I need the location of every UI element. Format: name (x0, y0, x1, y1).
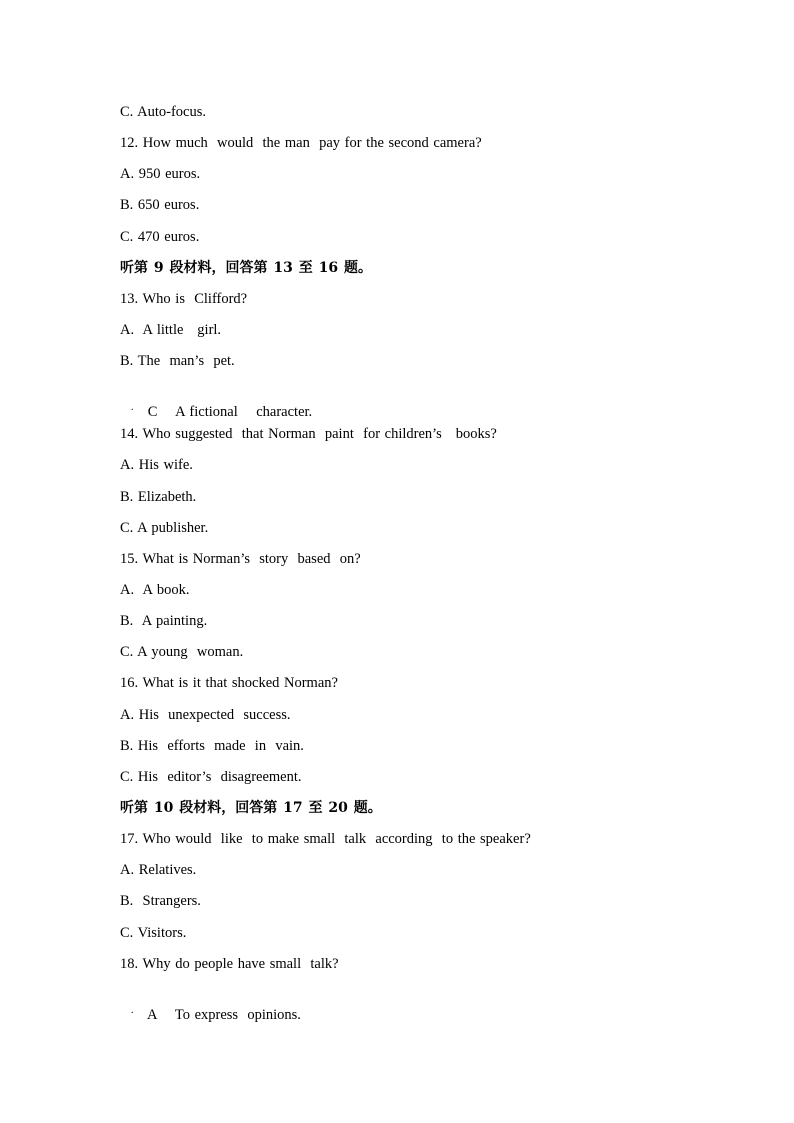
option-11c: C. Auto-focus. (120, 104, 206, 120)
question-16: 16. What is it that shocked Norman? (120, 675, 338, 692)
option-14c: C. A publisher. (120, 519, 209, 536)
option-15c: C. A young woman. (120, 644, 244, 661)
option-16b: B. His efforts made in vain. (120, 737, 304, 754)
option-14a: A. His wife. (120, 457, 193, 474)
question-15: 15. What is Norman’s story based on? (120, 550, 361, 567)
option-12a: A. 950 euros. (120, 166, 201, 183)
question-12: 12. How much would the man pay for the second camera? (120, 135, 482, 152)
option-14b: B. Elizabeth. (120, 488, 197, 505)
option-13b: B. The man’s pet. (120, 353, 235, 370)
question-14: 14. Who suggested that Norman paint for children’s books? (120, 426, 497, 443)
option-16c: C. His editor’s disagreement. (120, 768, 302, 785)
question-17: 17. Who would like to make small talk according to the speaker? (120, 831, 531, 848)
option-15a: A. A book. (120, 581, 190, 598)
option-13a: A. A little girl. (120, 321, 222, 338)
section-heading-10: 听第 10 段材料，回答第 17 至 20 题。 (120, 799, 382, 816)
option-18a-row (120, 985, 680, 1027)
question-13: 13. Who is Clifford? (120, 290, 248, 307)
option-17a: A. Relatives. (120, 862, 197, 879)
option-12c: C. 470 euros. (120, 228, 200, 245)
option-17b: B. Strangers. (120, 893, 201, 910)
section-heading-9: 听第 9 段材料，回答第 13 至 16 题。 (120, 259, 372, 276)
question-18: 18. Why do people have small talk? (120, 955, 339, 972)
option-16a: A. His unexpected success. (120, 706, 291, 723)
option-17c: C. Visitors. (120, 924, 187, 941)
option-18a: A To express opinions. (146, 1006, 301, 1023)
option-18a-dot: . (131, 1004, 134, 1016)
option-13c: C A fictional character. (147, 404, 313, 421)
option-12b: B. 650 euros. (120, 197, 200, 214)
option-13c-dot: . (131, 402, 134, 414)
option-13c-row (120, 382, 680, 424)
question-list (120, 102, 680, 1027)
option-15b: B. A painting. (120, 613, 208, 630)
